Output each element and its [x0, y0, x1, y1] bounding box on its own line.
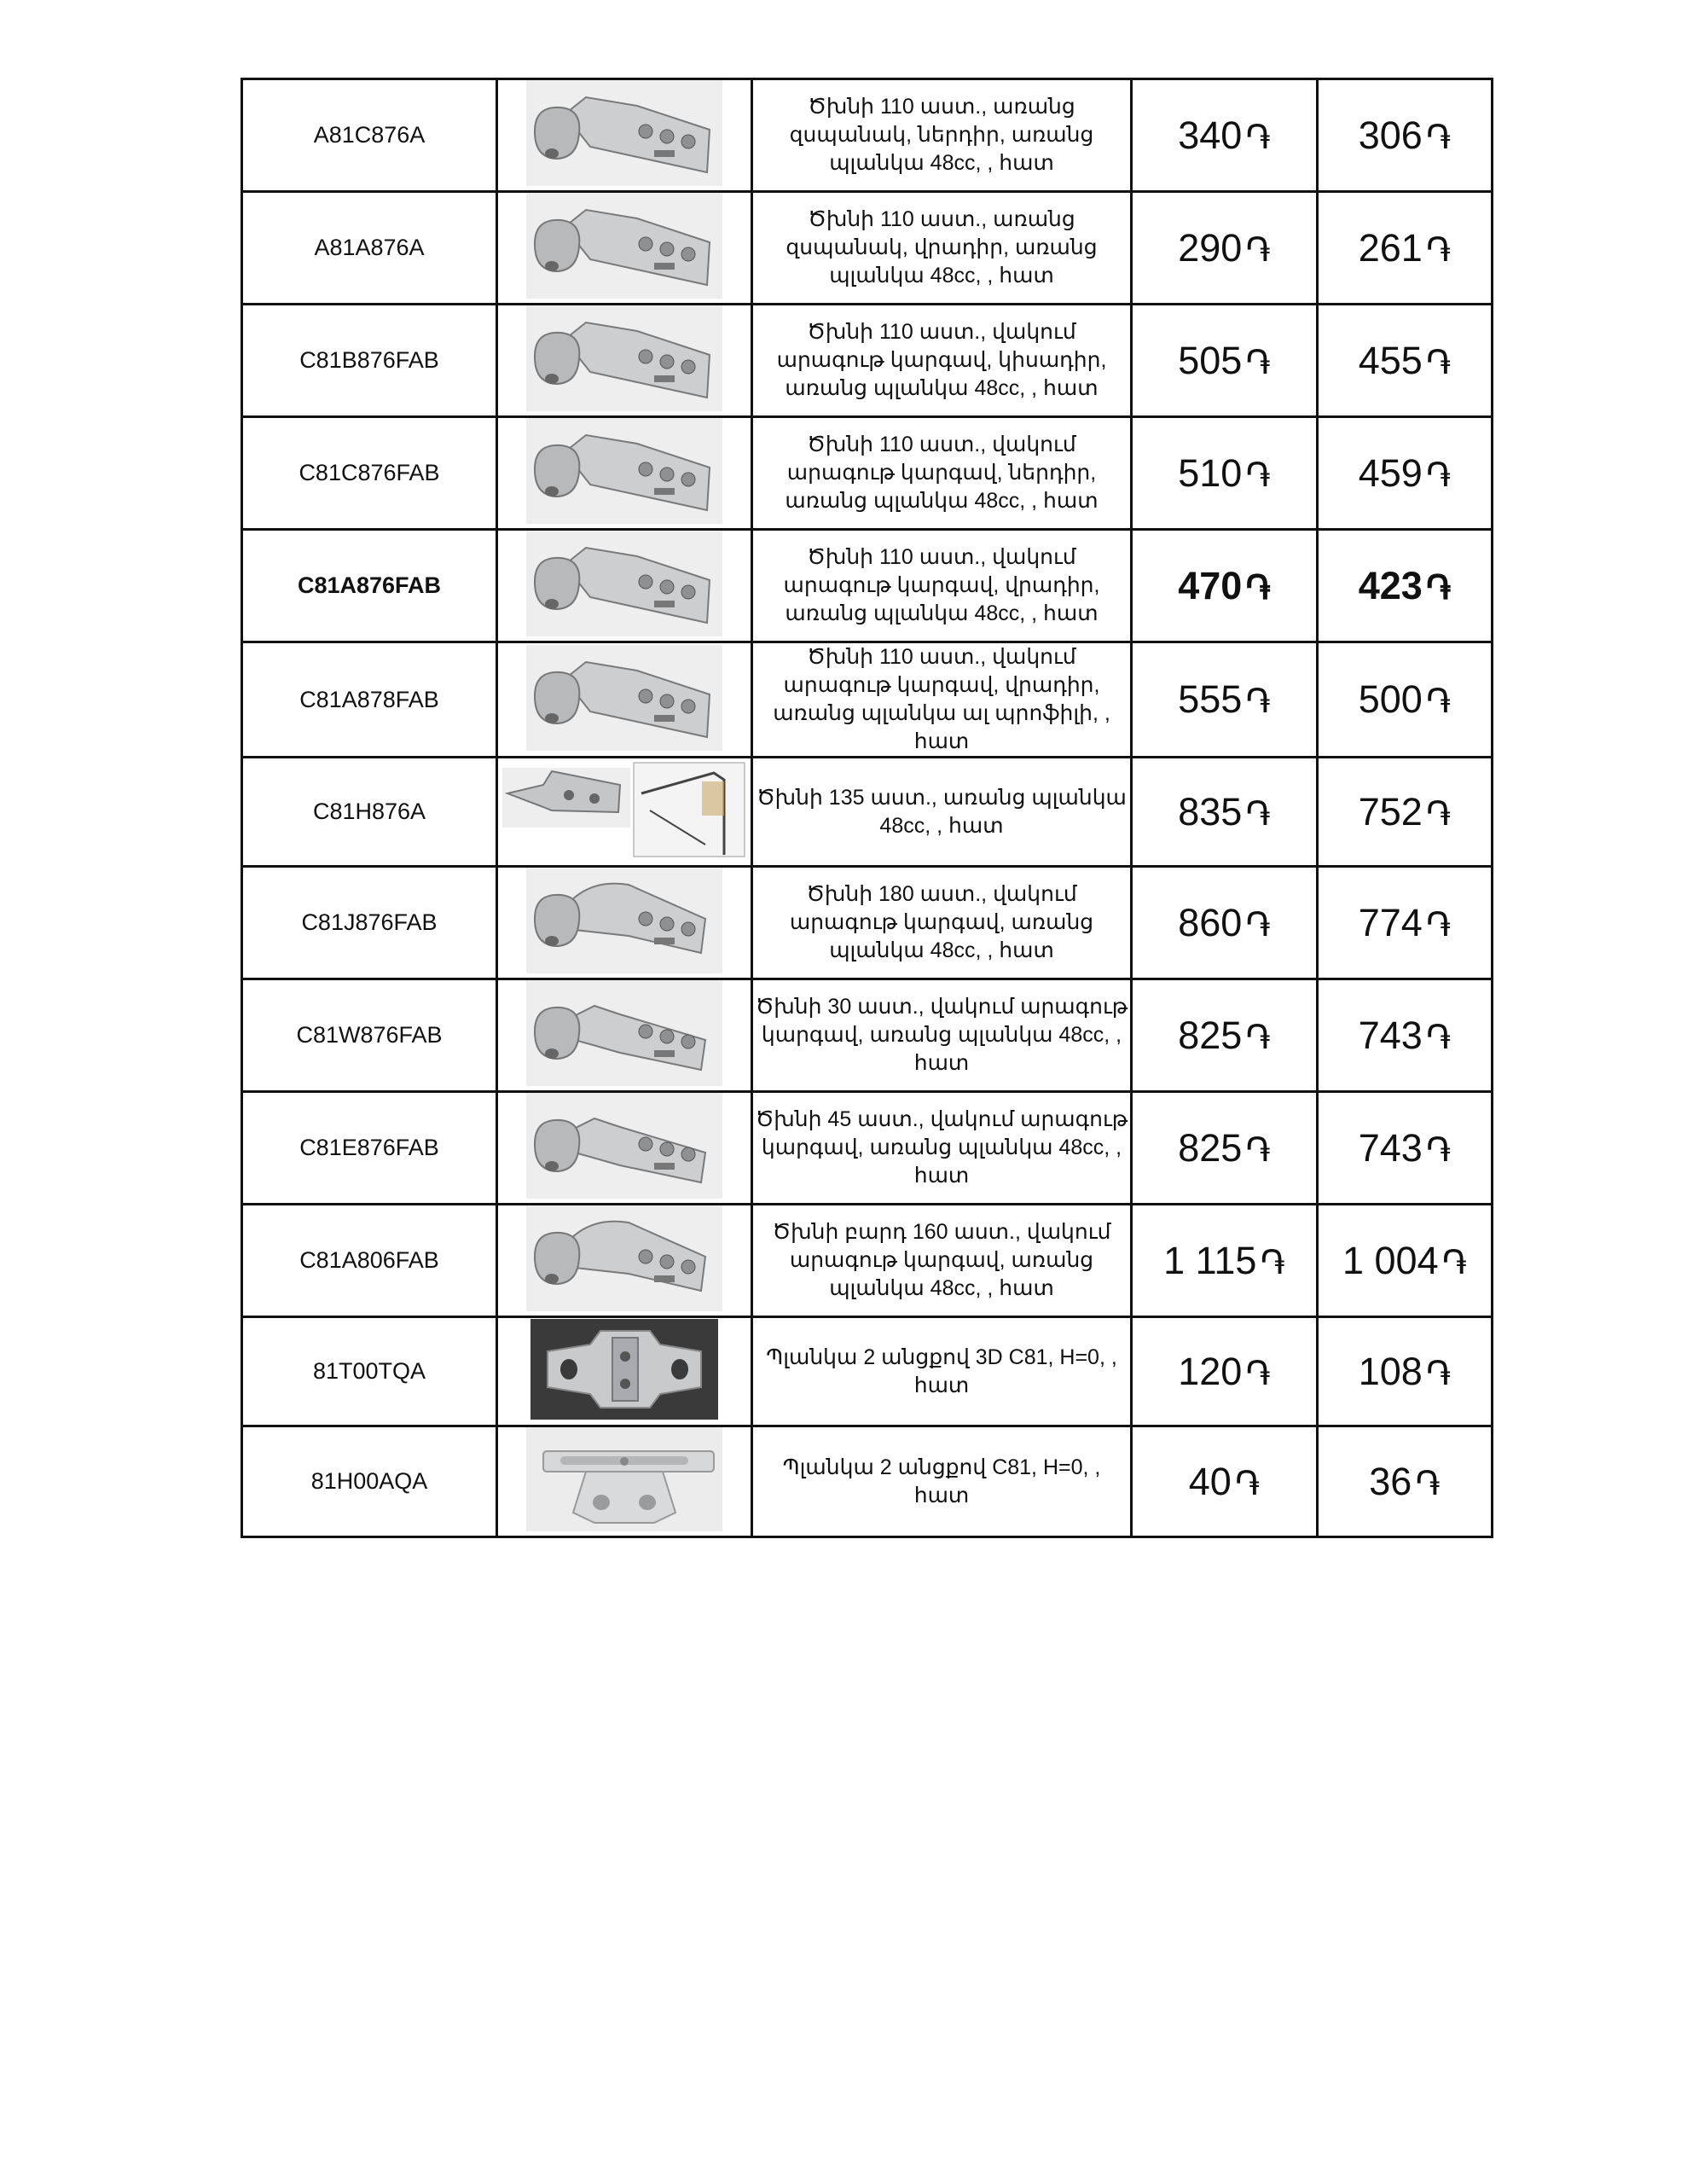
table-row — [242, 305, 1493, 417]
discount-price — [1318, 1205, 1493, 1317]
product-description: Ծխնի 180 աստ., վակում արագութ կարգավ, առանց պլանկա 48cc, , հատ — [752, 867, 1132, 979]
product-image-cell — [497, 1092, 752, 1205]
product-code: A81C876A — [242, 79, 497, 192]
dram-currency-symbol: ֏ — [1425, 793, 1452, 834]
price — [1132, 1205, 1318, 1317]
discount-price — [1318, 867, 1493, 979]
hinge-160-icon — [526, 1205, 722, 1316]
product-description: Ծխնի 110 աստ., վակում արագութ կարգավ, վրադիր, առանց պլանկա ալ պրոֆիլի, , հատ — [752, 642, 1132, 758]
product-code: C81C876FAB — [242, 417, 497, 530]
product-description: Ծխնի 135 աստ., առանց պլանկա 48cc, , հատ — [752, 758, 1132, 867]
price — [1132, 79, 1318, 192]
dram-currency-symbol: ֏ — [1425, 1017, 1452, 1057]
dram-currency-symbol: ֏ — [1245, 455, 1271, 495]
product-code: C81B876FAB — [242, 305, 497, 417]
product-description: Ծխնի 110 աստ., առանց զսպանակ, ներդիր, առանց պլանկա 48cc, , հատ — [752, 79, 1132, 192]
dram-currency-symbol: ֏ — [1425, 342, 1452, 382]
product-description: Ծխնի 110 աստ., վակում արագութ կարգավ, ներդիր, առանց պլանկա 48cc, , հատ — [752, 417, 1132, 530]
table-row — [242, 192, 1493, 305]
dram-currency-symbol: ֏ — [1245, 793, 1271, 834]
product-image-cell — [497, 530, 752, 642]
price-table — [241, 78, 1493, 1538]
product-code: C81A806FAB — [242, 1205, 497, 1317]
price — [1132, 979, 1318, 1092]
dram-currency-symbol: ֏ — [1245, 342, 1271, 382]
price-value: 290 — [1178, 225, 1243, 270]
discount-price — [1318, 1317, 1493, 1426]
product-description: Ծխնի 110 աստ., առանց զսպանակ, վրադիր, առանց պլանկա 48cc, , հատ — [752, 192, 1132, 305]
dram-currency-symbol: ֏ — [1415, 1463, 1441, 1503]
price — [1132, 758, 1318, 867]
product-code: 81H00AQA — [242, 1426, 497, 1537]
discount-price — [1318, 1092, 1493, 1205]
product-image-cell — [497, 867, 752, 979]
price — [1132, 1317, 1318, 1426]
dram-currency-symbol: ֏ — [1245, 117, 1271, 157]
price-value: 505 — [1178, 338, 1243, 382]
price-value: 120 — [1178, 1349, 1243, 1393]
table-row — [242, 979, 1493, 1092]
hinge-110-soft-close-icon — [526, 305, 722, 415]
price-value: 340 — [1178, 113, 1243, 157]
discount-price-value: 1 004 — [1342, 1238, 1439, 1282]
product-code: C81W876FAB — [242, 979, 497, 1092]
hinge-aluminium-profile-icon — [526, 645, 722, 755]
product-code: C81E876FAB — [242, 1092, 497, 1205]
price — [1132, 1092, 1318, 1205]
hinge-110-icon — [526, 193, 722, 303]
price-value: 555 — [1178, 677, 1243, 721]
price-value: 510 — [1178, 450, 1243, 495]
discount-price-value: 743 — [1358, 1125, 1423, 1170]
mounting-plate-3d-icon — [530, 1319, 718, 1424]
table-row — [242, 1205, 1493, 1317]
product-description: Ծխնի բարդ 160 աստ., վակում արագութ կարգավ, առանց պլանկա 48cc, , հատ — [752, 1205, 1132, 1317]
hinge-110-soft-close-icon — [526, 531, 722, 641]
discount-price — [1318, 758, 1493, 867]
price-value: 860 — [1178, 900, 1243, 944]
product-image-cell — [497, 305, 752, 417]
price — [1132, 305, 1318, 417]
dram-currency-symbol: ֏ — [1245, 1353, 1271, 1393]
dram-currency-symbol: ֏ — [1245, 1130, 1271, 1170]
product-description: Ծխնի 45 աստ., վակում արագութ կարգավ, առանց պլանկա 48cc, , հատ — [752, 1092, 1132, 1205]
discount-price-value: 261 — [1358, 225, 1423, 270]
hinge-45-icon — [526, 1093, 722, 1203]
product-code: C81A876FAB — [242, 530, 497, 642]
dram-currency-symbol: ֏ — [1245, 567, 1271, 607]
product-description: Պլանկա 2 անցքով 3D C81, H=0, , հատ — [752, 1317, 1132, 1426]
product-image-cell — [497, 642, 752, 758]
discount-price — [1318, 305, 1493, 417]
price-value: 1 115 — [1163, 1238, 1257, 1282]
price-value: 470 — [1178, 563, 1243, 607]
dram-currency-symbol: ֏ — [1234, 1463, 1261, 1503]
dram-currency-symbol: ֏ — [1425, 117, 1452, 157]
dram-currency-symbol: ֏ — [1245, 682, 1271, 721]
product-image-cell — [497, 1205, 752, 1317]
price-value: 825 — [1178, 1013, 1243, 1057]
dram-currency-symbol: ֏ — [1425, 1130, 1452, 1170]
dram-currency-symbol: ֏ — [1425, 229, 1452, 270]
product-image-cell — [497, 192, 752, 305]
dram-currency-symbol: ֏ — [1260, 1242, 1285, 1282]
price-value: 40 — [1188, 1459, 1232, 1503]
dram-currency-symbol: ֏ — [1425, 904, 1452, 944]
discount-price-value: 455 — [1358, 338, 1423, 382]
product-description: Պլանկա 2 անցքով C81, H=0, , հատ — [752, 1426, 1132, 1537]
table-row — [242, 79, 1493, 192]
price — [1132, 867, 1318, 979]
table-row — [242, 1317, 1493, 1426]
price-table-body — [242, 79, 1493, 1537]
discount-price — [1318, 530, 1493, 642]
discount-price-value: 306 — [1358, 113, 1423, 157]
dram-currency-symbol: ֏ — [1425, 682, 1452, 721]
price-value: 835 — [1178, 789, 1243, 834]
price — [1132, 1426, 1318, 1537]
table-row — [242, 758, 1493, 867]
table-row — [242, 1092, 1493, 1205]
dram-currency-symbol: ֏ — [1245, 229, 1271, 270]
discount-price — [1318, 979, 1493, 1092]
table-row — [242, 1426, 1493, 1537]
discount-price-value: 743 — [1358, 1013, 1423, 1057]
dram-currency-symbol: ֏ — [1245, 904, 1271, 944]
dram-currency-symbol: ֏ — [1425, 455, 1452, 495]
discount-price — [1318, 1426, 1493, 1537]
product-image-cell — [497, 758, 752, 867]
discount-price-value: 500 — [1358, 677, 1423, 721]
hinge-180-icon — [526, 868, 722, 978]
discount-price — [1318, 417, 1493, 530]
product-image-cell — [497, 79, 752, 192]
hinge-110-soft-close-icon — [526, 418, 722, 528]
product-code: 81T00TQA — [242, 1317, 497, 1426]
table-row — [242, 417, 1493, 530]
product-image-cell — [497, 417, 752, 530]
product-image-cell — [497, 979, 752, 1092]
discount-price-value: 774 — [1358, 900, 1423, 944]
hinge-110-icon — [526, 80, 722, 190]
hinge-30-icon — [526, 980, 722, 1090]
discount-price — [1318, 79, 1493, 192]
product-description: Ծխնի 110 աստ., վակում արագութ կարգավ, կիսադիր, առանց պլանկա 48cc, , հատ — [752, 305, 1132, 417]
product-description: Ծխնի 30 աստ., վակում արագութ կարգավ, առանց պլանկա 48cc, , հատ — [752, 979, 1132, 1092]
price-value: 825 — [1178, 1125, 1243, 1170]
product-code: C81H876A — [242, 758, 497, 867]
discount-price-value: 36 — [1369, 1459, 1412, 1503]
dram-currency-symbol: ֏ — [1245, 1017, 1271, 1057]
price — [1132, 530, 1318, 642]
dram-currency-symbol: ֏ — [1425, 1353, 1452, 1393]
discount-price — [1318, 642, 1493, 758]
product-code: A81A876A — [242, 192, 497, 305]
product-image-cell — [497, 1426, 752, 1537]
price — [1132, 642, 1318, 758]
mounting-plate-icon — [526, 1427, 722, 1536]
table-row — [242, 642, 1493, 758]
product-description: Ծխնի 110 աստ., վակում արագութ կարգավ, վրադիր, առանց պլանկա 48cc, , հատ — [752, 530, 1132, 642]
product-code: C81J876FAB — [242, 867, 497, 979]
discount-price-value: 108 — [1358, 1349, 1423, 1393]
price — [1132, 417, 1318, 530]
table-row — [242, 867, 1493, 979]
discount-price-value: 459 — [1358, 450, 1423, 495]
discount-price-value: 752 — [1358, 789, 1423, 834]
product-image-cell — [497, 1317, 752, 1426]
product-code: C81A878FAB — [242, 642, 497, 758]
dram-currency-symbol: ֏ — [1441, 1242, 1468, 1282]
hinge-135-diagram-icon — [501, 759, 748, 864]
price — [1132, 192, 1318, 305]
discount-price — [1318, 192, 1493, 305]
dram-currency-symbol: ֏ — [1425, 567, 1452, 607]
discount-price-value: 423 — [1358, 563, 1423, 607]
table-row — [242, 530, 1493, 642]
